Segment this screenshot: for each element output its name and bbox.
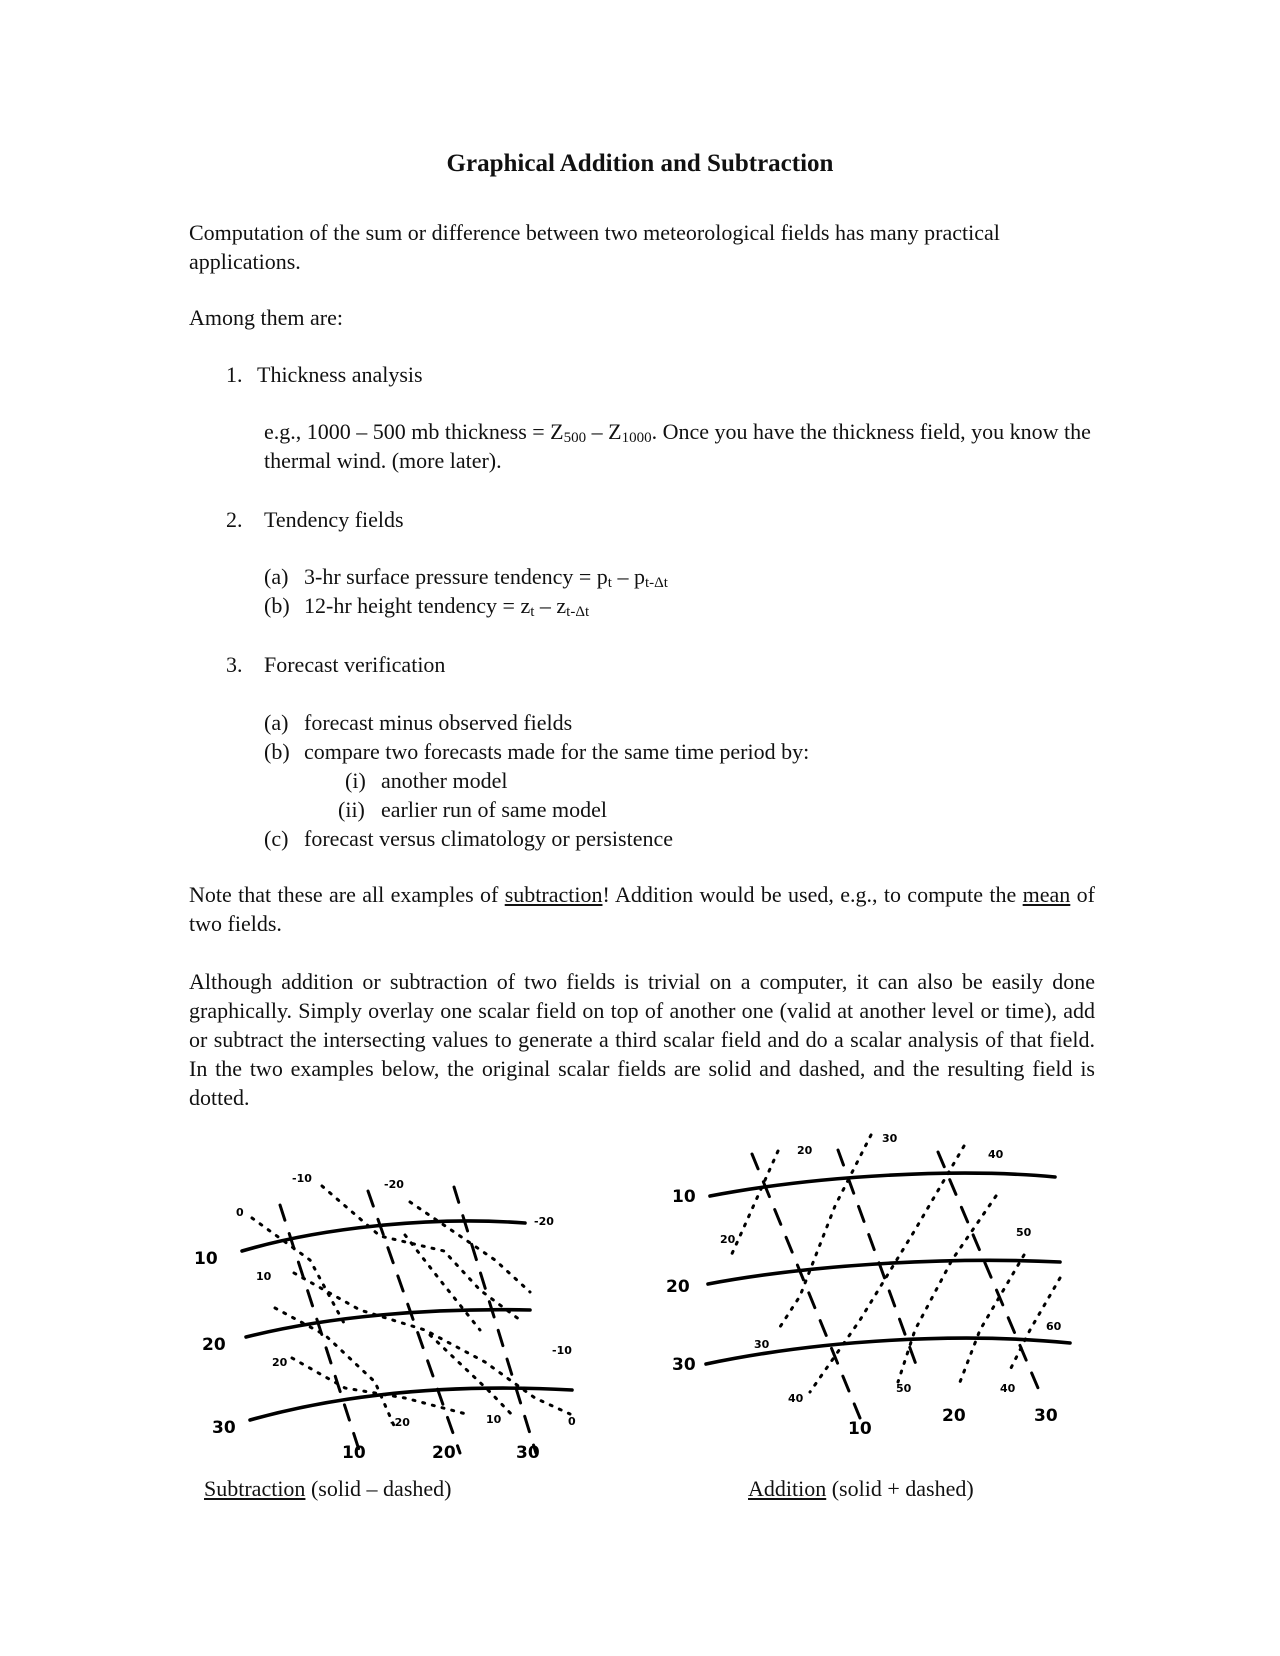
item-2-label: Tendency fields — [264, 507, 404, 532]
item-3-label: Forecast verification — [264, 652, 446, 677]
dashed-isoline — [280, 1205, 360, 1453]
dotted-label: 20 — [797, 1144, 813, 1157]
dashed-label: 10 — [848, 1419, 872, 1439]
solid-label: 10 — [672, 1187, 696, 1207]
item-2-number: 2. — [226, 507, 243, 532]
intro-paragraph: Computation of the sum or difference between two meteorological fields has many practical applications. — [189, 220, 1000, 274]
dotted-label: 20 — [720, 1233, 736, 1246]
item-3b-i-letter: (i) — [345, 768, 366, 793]
item-2a-text: 3-hr surface pressure tendency = $p_t - p_{t-\Delta t}$ — [304, 564, 668, 591]
dotted-isoline — [730, 1151, 778, 1258]
dotted-isoline — [322, 1186, 520, 1320]
dotted-isoline — [778, 1135, 871, 1330]
note-paragraph: Note that these are all examples of subtraction! Addition would be used, e.g., to compute the mean of two fields. — [189, 882, 1095, 936]
item-1-example: e.g., 1000 – 500 mb thickness = $Z_{500} - Z_{1000}$. Once you have the thickness field, you know the thermal wind. (more later). — [264, 419, 1091, 473]
solid-isoline — [250, 1388, 572, 1420]
dotted-label: 10 — [256, 1270, 272, 1283]
solid-label: 20 — [666, 1277, 690, 1297]
dotted-isoline — [960, 1255, 1024, 1382]
dotted-label: -20 — [384, 1178, 404, 1191]
item-2b-text: 12-hr height tendency = $z_t - z_{t-\Delta t}$ — [304, 593, 590, 620]
item-3b-ii-letter: (ii) — [338, 797, 365, 822]
solid-isoline — [710, 1173, 1055, 1196]
dotted-label: -20 — [534, 1215, 554, 1228]
dotted-label: 50 — [1016, 1226, 1032, 1239]
item-1-label: Thickness analysis — [257, 362, 423, 387]
dashed-isoline — [838, 1150, 918, 1370]
item-3b-ii-text: earlier run of same model — [381, 797, 608, 822]
dashed-label: 30 — [516, 1443, 540, 1460]
item-3b-letter: (b) — [264, 739, 290, 764]
solid-isoline — [246, 1310, 530, 1337]
dotted-label: -20 — [390, 1416, 410, 1429]
dotted-label: 10 — [486, 1413, 502, 1426]
item-3b-text: compare two forecasts made for the same time period by: — [304, 739, 810, 764]
dotted-label: 40 — [1000, 1382, 1016, 1395]
item-3-number: 3. — [226, 652, 243, 677]
dotted-label: 0 — [236, 1206, 244, 1219]
item-3b-i-text: another model — [381, 768, 508, 793]
item-1-number: 1. — [226, 362, 243, 387]
item-3a-text: forecast minus observed fields — [304, 710, 573, 735]
dotted-isoline — [292, 1358, 470, 1415]
dashed-isoline — [752, 1154, 860, 1418]
although-paragraph: Although addition or subtraction of two fields is trivial on a computer, it can also be easily done graphically. Simply overlay one scalar field on top of another one (valid at another level or time), add or subtract the intersecting values to generate a third scalar field and do a scalar analysis of that field. In the two examples below, the original scalar fields are solid and dashed, and the resulting field is dotted. — [189, 969, 1095, 1110]
dotted-label: 40 — [788, 1392, 804, 1405]
item-3a-letter: (a) — [264, 710, 289, 735]
dotted-label: 60 — [1046, 1320, 1062, 1333]
dashed-isoline — [368, 1191, 460, 1453]
addition-caption: Addition (solid + dashed) — [748, 1476, 974, 1501]
dotted-label: 0 — [568, 1415, 576, 1428]
item-2b-letter: (b) — [264, 593, 290, 618]
item-2a-letter: (a) — [264, 564, 289, 589]
dotted-label: 20 — [272, 1356, 288, 1369]
solid-label: 10 — [194, 1249, 218, 1269]
dotted-label: -10 — [292, 1172, 312, 1185]
solid-label: 30 — [212, 1418, 236, 1438]
dotted-label: 40 — [988, 1148, 1004, 1161]
dashed-label: 20 — [942, 1406, 966, 1426]
dashed-isoline — [938, 1152, 1038, 1388]
solid-label: 20 — [202, 1335, 226, 1355]
dotted-label: 30 — [882, 1132, 898, 1145]
dashed-label: 30 — [1034, 1406, 1058, 1426]
page-title: Graphical Addition and Subtraction — [446, 150, 834, 177]
dashed-label: 20 — [432, 1443, 456, 1460]
dotted-label: 30 — [754, 1338, 770, 1351]
solid-label: 30 — [672, 1355, 696, 1375]
among-paragraph: Among them are: — [189, 305, 343, 330]
dotted-label: 50 — [896, 1382, 912, 1395]
subtraction-caption: Subtraction (solid – dashed) — [204, 1476, 452, 1501]
dashed-label: 10 — [342, 1443, 366, 1460]
dotted-label: -10 — [552, 1344, 572, 1357]
item-3c-text: forecast versus climatology or persistence — [304, 826, 673, 851]
item-3c-letter: (c) — [264, 826, 289, 851]
subtraction-diagram — [180, 1130, 620, 1460]
addition-diagram — [660, 1130, 1100, 1460]
